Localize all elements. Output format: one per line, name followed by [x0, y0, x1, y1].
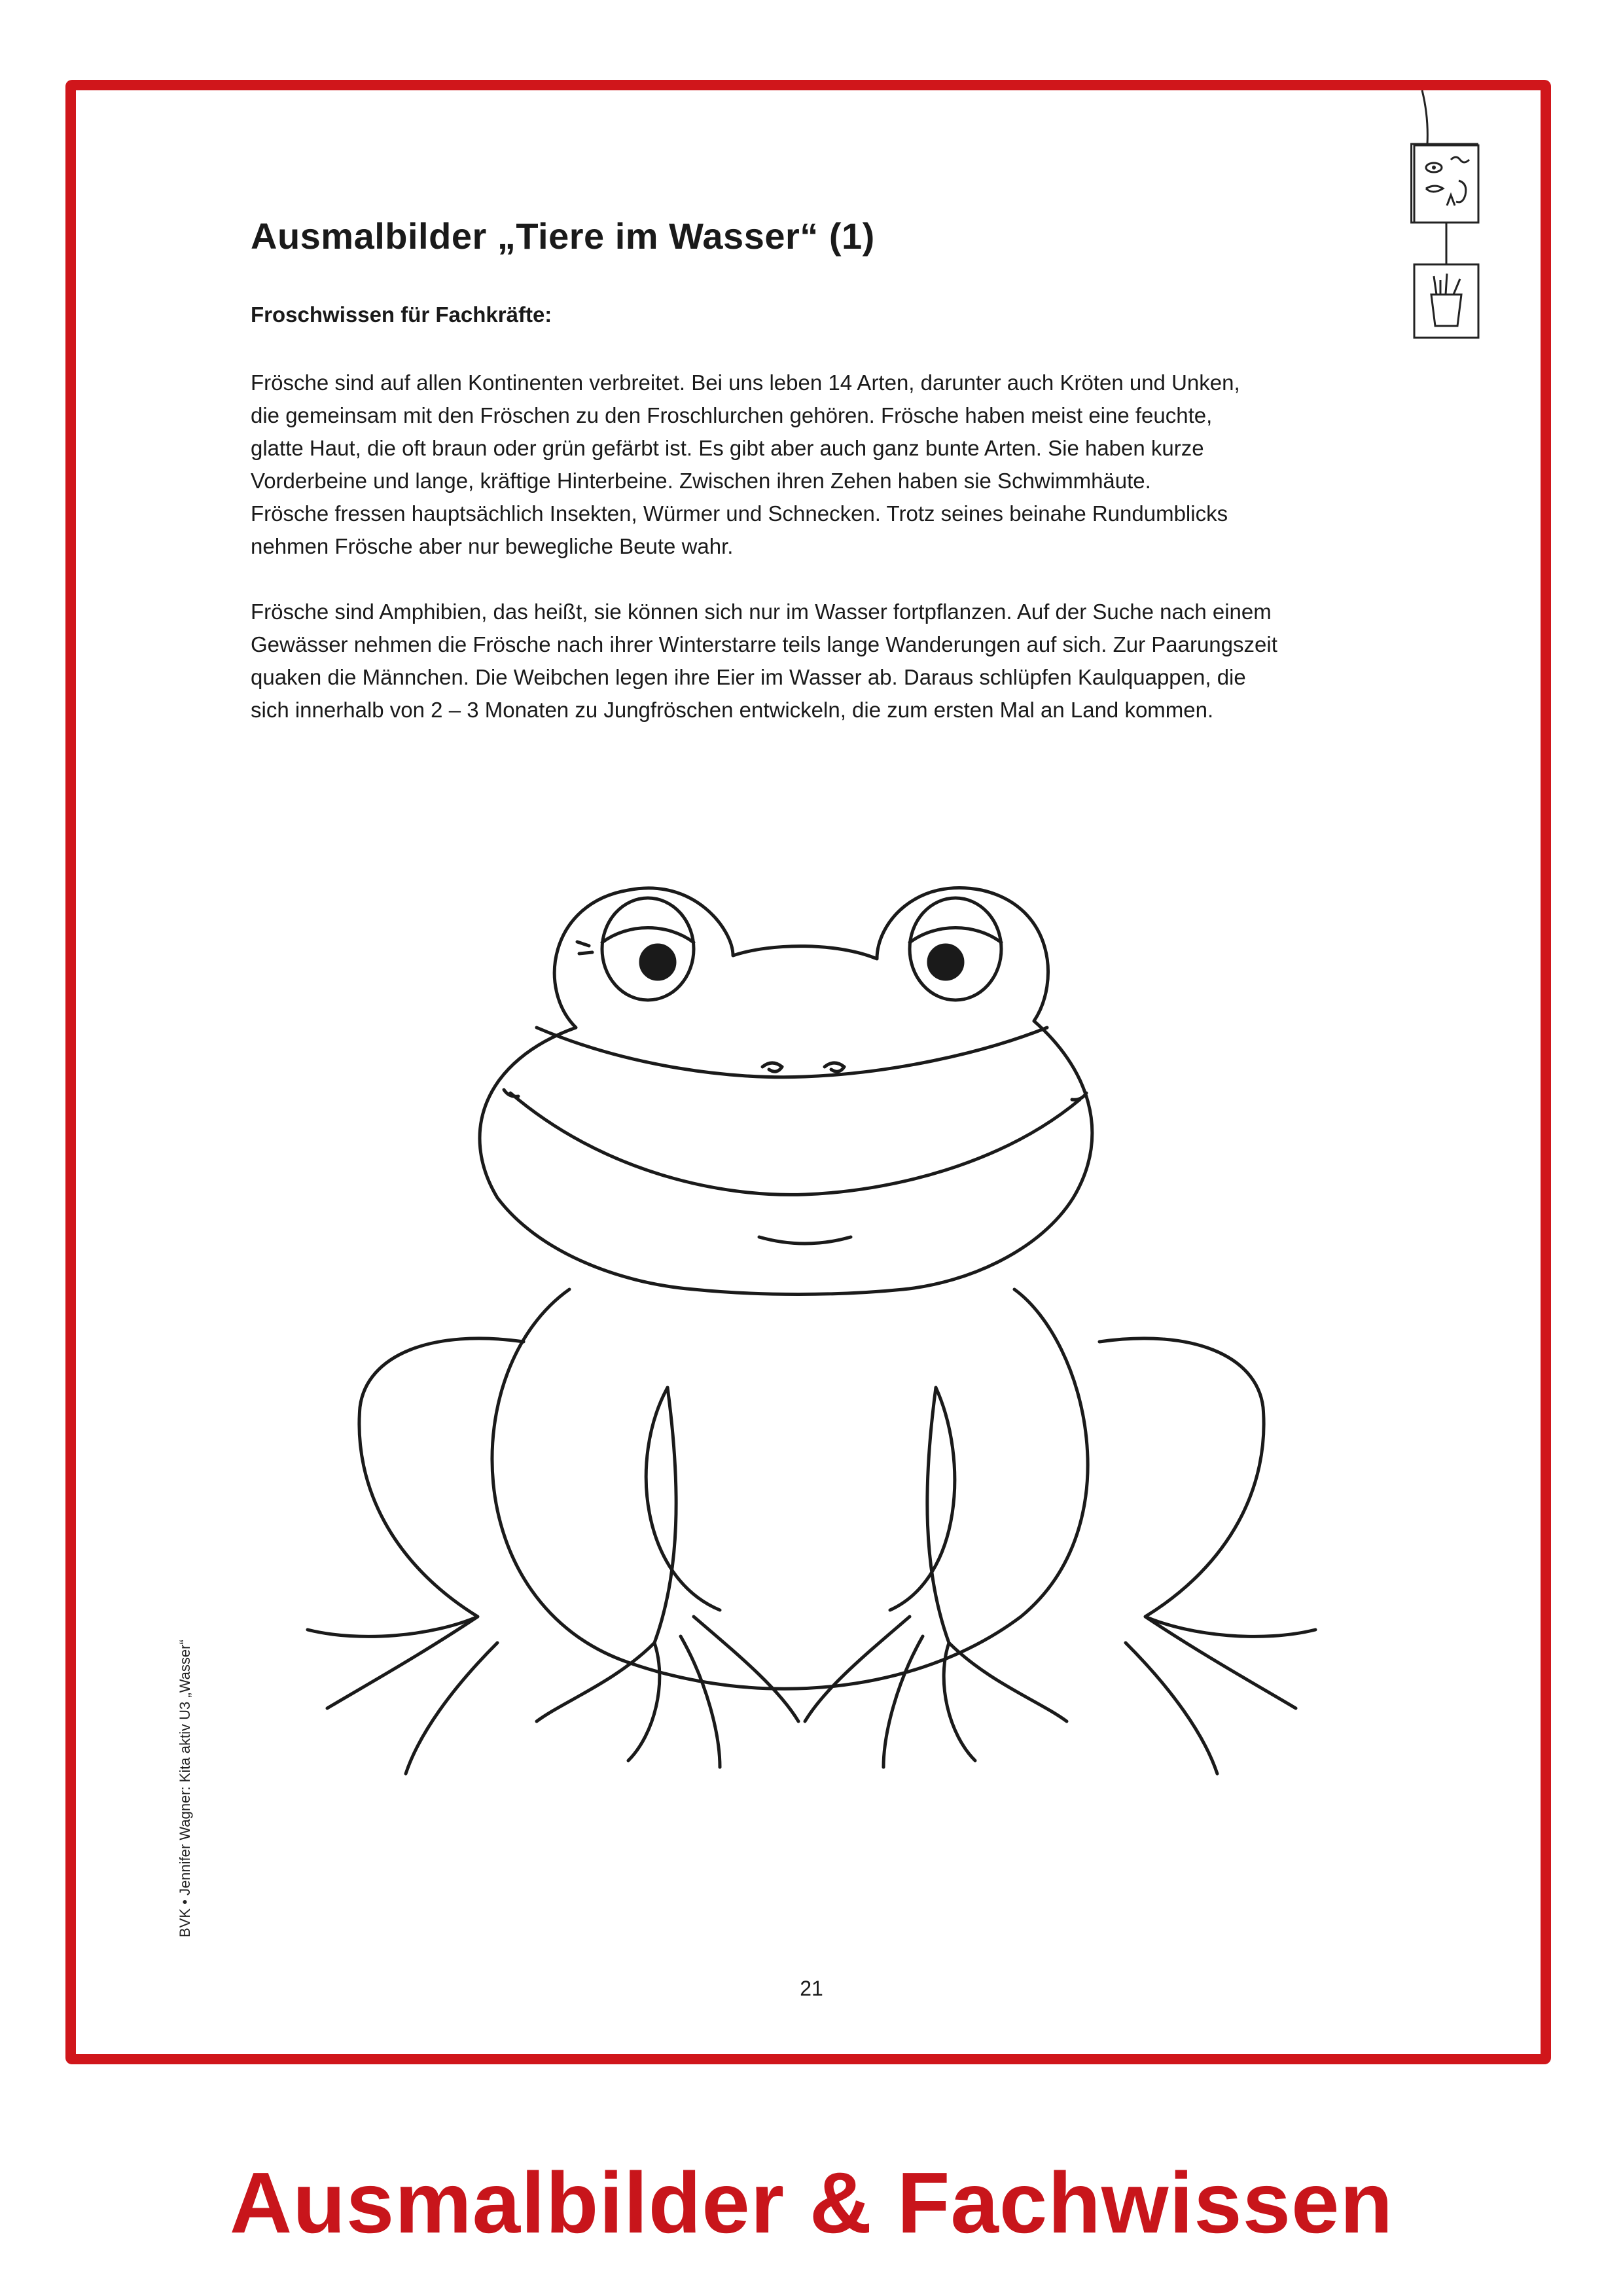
paragraph-line: glatte Haut, die oft braun oder grün gefärbt ist. Es gibt aber auch ganz bunte Arten. Sie haben kurze: [251, 436, 1204, 460]
paragraph-facts: [251, 367, 1363, 563]
paragraph-line: Frösche fressen hauptsächlich Insekten, Würmer und Schnecken. Trotz seines beinahe Rundumblicks: [251, 501, 1228, 526]
paragraph-line: sich innerhalb von 2 – 3 Monaten zu Jungfröschen entwickeln, die zum ersten Mal an Land kommen.: [251, 698, 1214, 722]
paragraph-line: nehmen Frösche aber nur bewegliche Beute wahr.: [251, 534, 734, 558]
craft-cup-icon: [1414, 264, 1478, 338]
paragraph-line: quaken die Männchen. Die Weibchen legen ihre Eier im Wasser ab. Daraus schlüpfen Kaulquappen, die: [251, 665, 1246, 689]
paragraph-reproduction: [251, 596, 1363, 726]
page-title: Ausmalbilder „Tiere im Wasser“ (1): [251, 215, 875, 257]
paragraph-line: die gemeinsam mit den Fröschen zu den Froschlurchen gehören. Frösche haben meist eine feuchte,: [251, 403, 1213, 427]
section-subtitle: Froschwissen für Fachkräfte:: [251, 302, 552, 327]
page-number: 21: [800, 1977, 823, 2000]
senses-icon: [1414, 145, 1478, 223]
footer-title: Ausmalbilder & Fachwissen: [229, 2155, 1394, 2251]
paragraph-line: Gewässer nehmen die Frösche nach ihrer Winterstarre teils lange Wanderungen auf sich. Zur Paarungszeit: [251, 632, 1277, 656]
side-credit: BVK • Jennifer Wagner: Kita aktiv U3 „Wasser“: [177, 1640, 193, 1937]
frog-coloring-icon: [262, 831, 1361, 1826]
paragraph-line: Frösche sind auf allen Kontinenten verbreitet. Bei uns leben 14 Arten, darunter auch Kröten und Unken,: [251, 370, 1240, 395]
paragraph-line: Vorderbeine und lange, kräftige Hinterbeine. Zwischen ihren Zehen haben sie Schwimmhäute.: [251, 469, 1151, 493]
paragraph-line: Frösche sind Amphibien, das heißt, sie können sich nur im Wasser fortpflanzen. Auf der Suche nach einem: [251, 600, 1272, 624]
hanging-icons: [1410, 90, 1482, 352]
